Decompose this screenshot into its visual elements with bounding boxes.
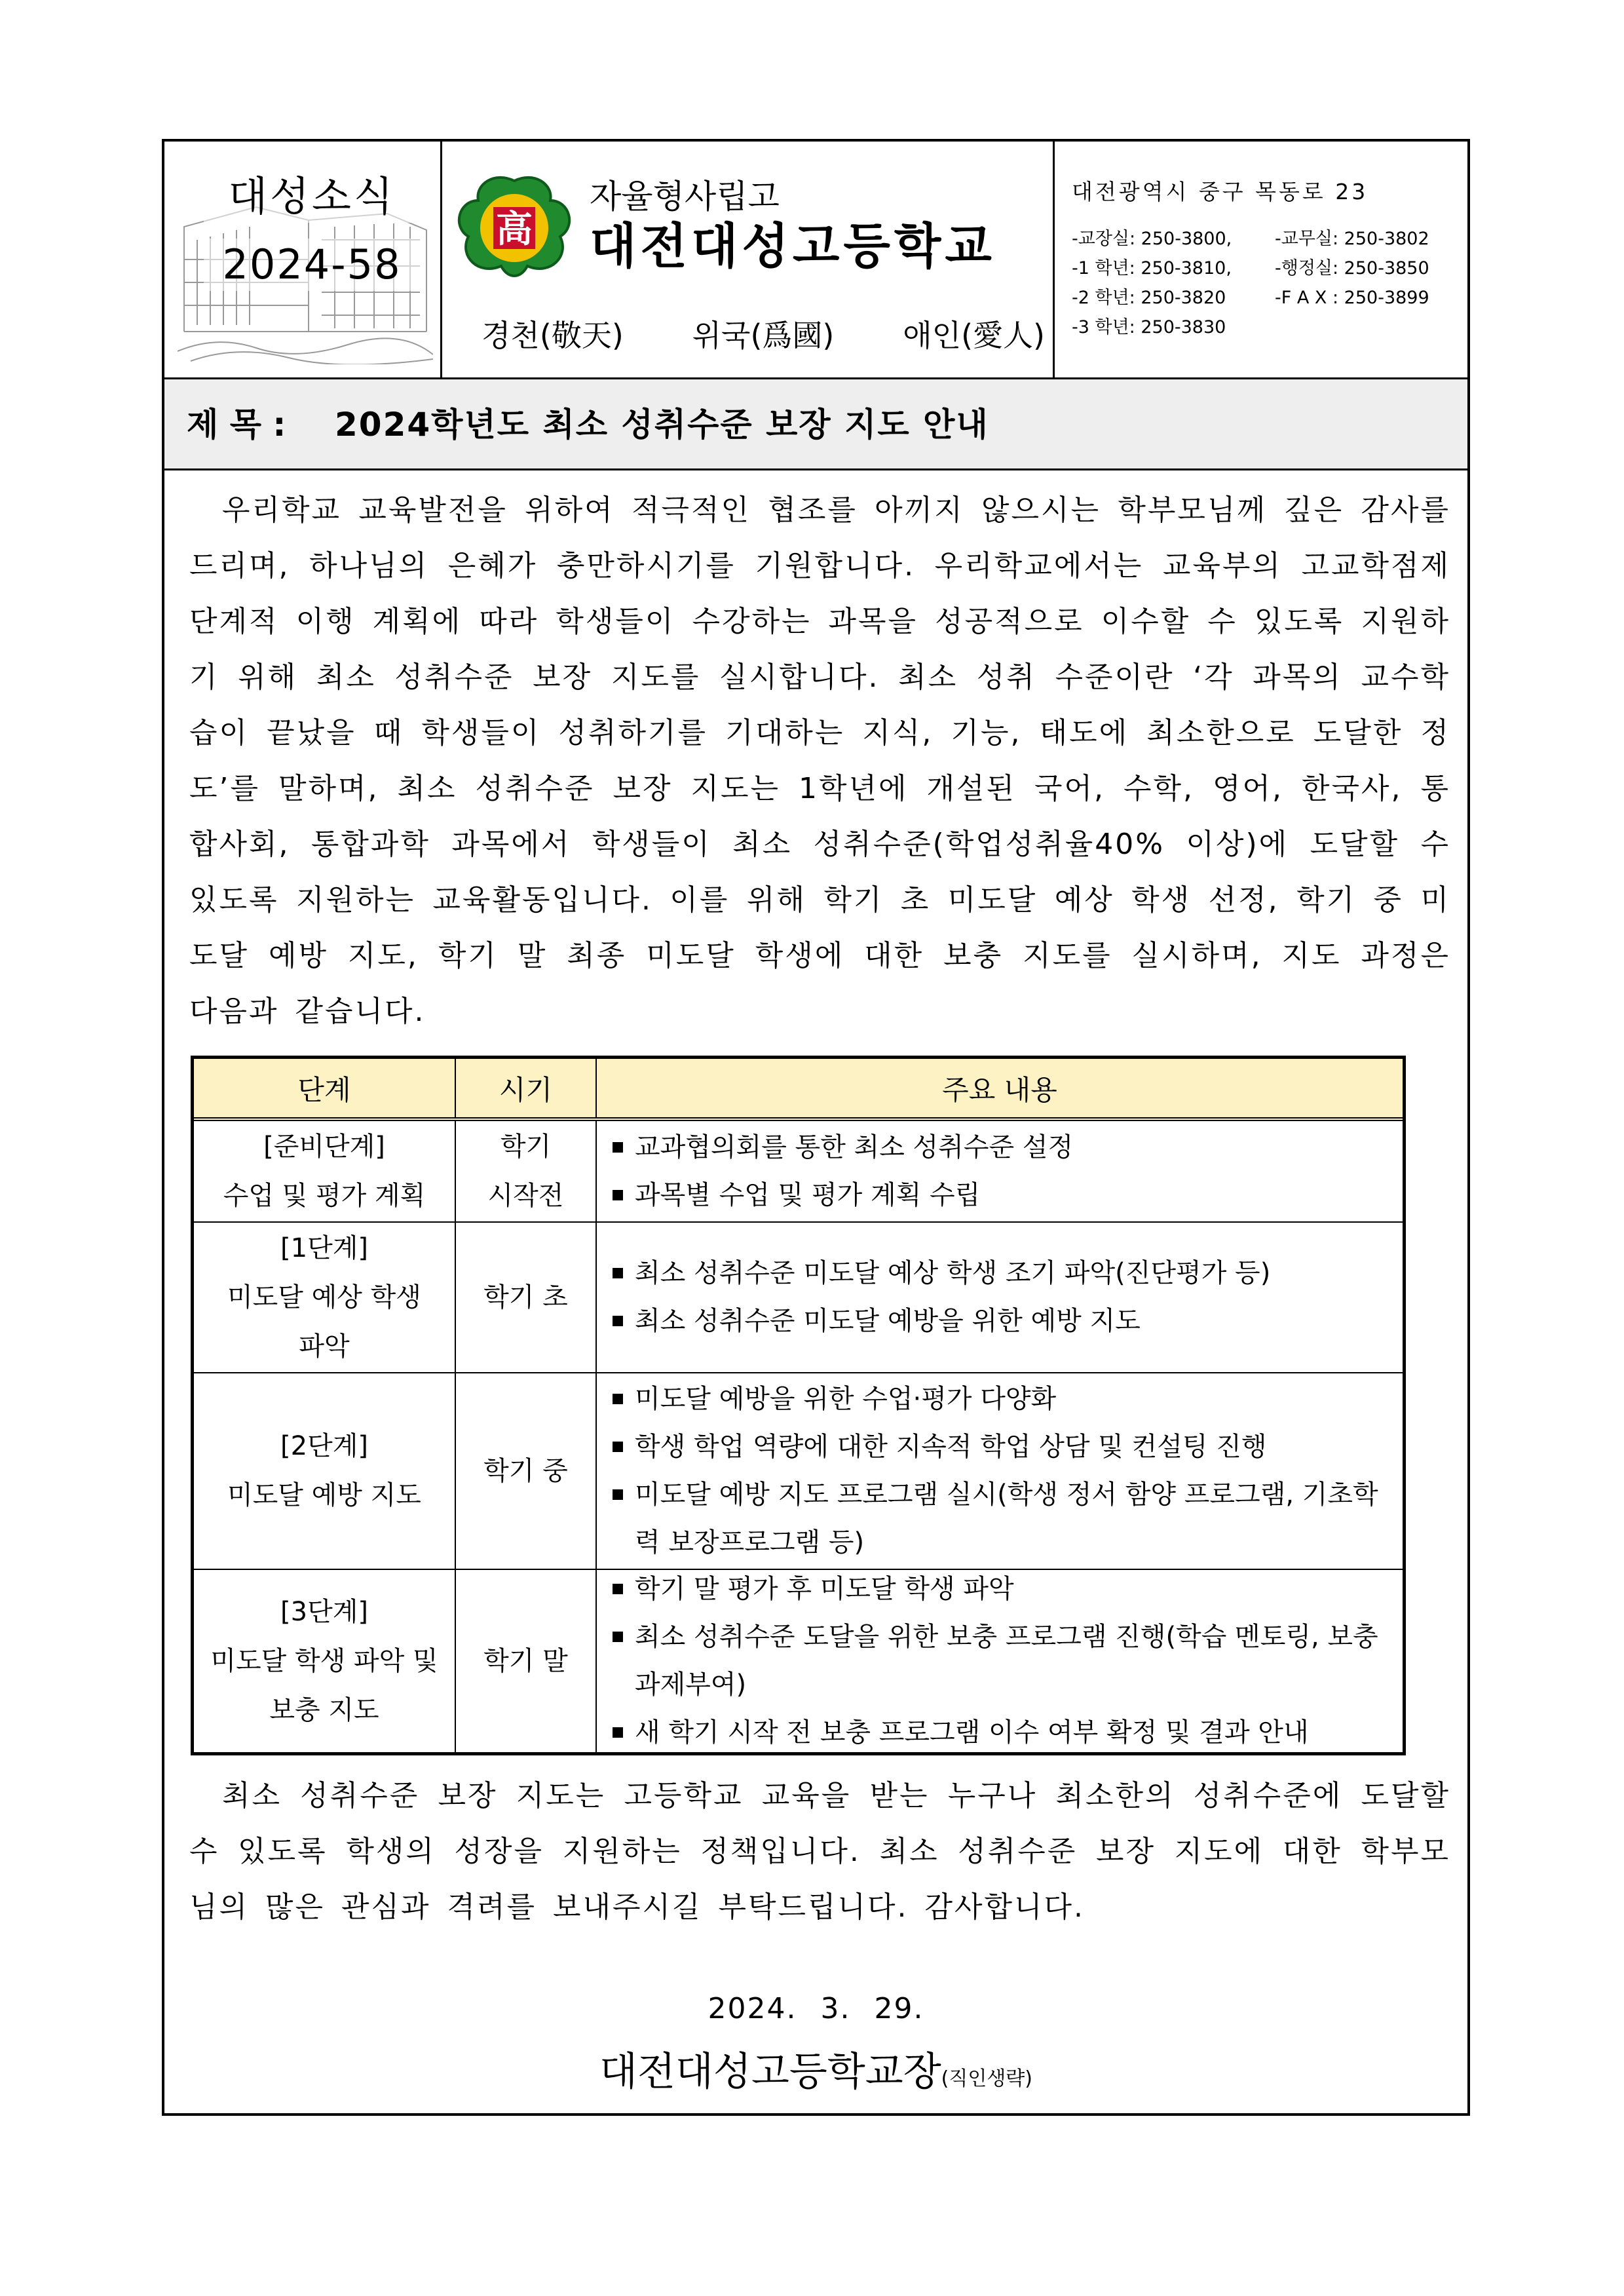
- motto: 경천(敬天): [482, 318, 624, 353]
- document-frame: [162, 139, 1470, 2116]
- phone-row: [1072, 283, 1465, 313]
- school-identity: [442, 142, 1055, 377]
- stage-line: [2단계]: [280, 1431, 368, 1461]
- principal-signature: [164, 2046, 1467, 2105]
- phone-entry: -2 학년: 250-3820: [1072, 288, 1226, 308]
- stage-line: [1단계]: [280, 1233, 368, 1263]
- stage-line: [3단계]: [280, 1596, 368, 1627]
- closing-paragraph: 최소 성취수준 보장 지도는 고등학교 교육을 받는 누구나 최소한의 성취수준에 도달할 수 있도록 학생의 성장을 지원하는 정책입니다. 최소 성취수준 보장 지도에 대한 학부모님의 많은 관심과 격려를 보내주시길 부탁드립니다. 감사합니다.: [189, 1779, 1450, 1924]
- content-item: 새 학기 시작 전 보충 프로그램 이수 여부 확정 및 결과 안내: [610, 1709, 1389, 1757]
- motto: 애인(愛人): [903, 318, 1045, 353]
- table-row: [194, 1223, 1403, 1373]
- period-line: 학기 말: [483, 1645, 568, 1676]
- school-name: 대전대성고등학교: [590, 218, 996, 275]
- stage-cell: [194, 1121, 456, 1221]
- table-header: [194, 1059, 1403, 1121]
- table-row: [194, 1121, 1403, 1223]
- principal-title: 대전대성고등학교장: [599, 2049, 941, 2095]
- period-line: 학기 중: [483, 1455, 568, 1486]
- content-cell: [597, 1570, 1403, 1752]
- phone-entry: -교무실: 250-3802: [1275, 229, 1429, 249]
- content-cell: [597, 1373, 1403, 1569]
- content-item: 학생 학업 역량에 대한 지속적 학업 상담 및 컨설팅 진행: [610, 1423, 1389, 1471]
- table-row: [194, 1373, 1403, 1570]
- phone-entry: -교장실: 250-3800,: [1072, 229, 1232, 249]
- phone-entry: -행정실: 250-3850: [1275, 258, 1429, 278]
- newsletter-number: 2024-58: [204, 239, 420, 291]
- stage-line: 수업 및 평가 계획: [223, 1180, 426, 1211]
- period-cell: [456, 1223, 597, 1372]
- stage-cell: [194, 1373, 456, 1569]
- content-item: 미도달 예방을 위한 수업·평가 다양화: [610, 1375, 1389, 1423]
- period-line: 시작전: [487, 1180, 564, 1211]
- table-row: [194, 1570, 1403, 1752]
- stage-line: 미도달 예상 학생: [227, 1282, 421, 1312]
- header-stage: 단계: [194, 1059, 456, 1117]
- school-address: 대전광역시 중구 목동로 23: [1072, 179, 1369, 204]
- period-cell: [456, 1121, 597, 1221]
- content-item: 학기 말 평가 후 미도달 학생 파악: [610, 1565, 1389, 1613]
- seal-note: (직인생략): [941, 2067, 1032, 2090]
- intro-paragraph: 우리학교 교육발전을 위하여 적극적인 협조를 아끼지 않으시는 학부모님께 깊은 감사를 드리며, 하나님의 은혜가 충만하시기를 기원합니다. 우리학교에서는 교육부의 고교학점제 단계적 이행 계획에 따라 학생들이 수강하는 과목을 성공적으로 이수할 수 있도록 지원하기 위해 최소 성취수준 보장 지도를 실시합니다. 최소 성취 수준이란 ‘각 과목의 교수학습이 끝났을 때 학생들이 성취하기를 기대하는 지식, 기능, 태도에 최소한으로 도달한 정도’를 말하며, 최소 성취수준 보장 지도는 1학년에 개설된 국어, 수학, 영어, 한국사, 통합사회, 통합과학 과목에서 학생들이 최소 성취수준(학업성취율40% 이상)에 도달할 수 있도록 지원하는 교육활동입니다. 이를 위해 학기 초 미도달 예상 학생 선정, 학기 중 미도달 예방 지도, 학기 말 최종 미도달 학생에 대한 보충 지도를 실시하며, 지도 과정은 다음과 같습니다.: [189, 493, 1450, 1028]
- header-period: 시기: [456, 1059, 597, 1117]
- phone-entry: -1 학년: 250-3810,: [1072, 258, 1232, 278]
- header-content: 주요 내용: [942, 1073, 1057, 1106]
- period-cell: [456, 1373, 597, 1569]
- content-cell: [597, 1121, 1403, 1221]
- period-cell: [456, 1570, 597, 1752]
- content-cell: [597, 1223, 1403, 1372]
- subject-bar: [164, 377, 1467, 470]
- content-item: 교과협의회를 통한 최소 성취수준 설정: [610, 1124, 1073, 1172]
- content-item: 최소 성취수준 도달을 위한 보충 프로그램 진행(학습 멘토링, 보충 과제부여): [610, 1613, 1389, 1709]
- stage-line: 미도달 예방 지도: [227, 1480, 421, 1510]
- newsletter-badge: [164, 142, 442, 377]
- motto: 위국(爲國): [692, 318, 835, 353]
- content-item: 미도달 예방 지도 프로그램 실시(학생 정서 함양 프로그램, 기초학력 보장프로그램 등): [610, 1471, 1389, 1567]
- stage-line: 보충 지도: [269, 1694, 379, 1725]
- school-mottos: [482, 316, 1045, 355]
- school-type: 자율형사립고: [590, 178, 780, 216]
- guidance-table: [191, 1056, 1406, 1755]
- issue-date: 2024. 3. 29.: [708, 1992, 924, 2025]
- school-emblem-icon: [449, 168, 580, 286]
- subject-title: 2024학년도 최소 성취수준 보장 지도 안내: [335, 406, 989, 444]
- phone-row: [1072, 224, 1465, 254]
- stage-line: 파악: [299, 1331, 350, 1362]
- phone-row: [1072, 313, 1465, 342]
- stage-line: 미도달 학생 파악 및: [210, 1645, 438, 1676]
- phone-entry: -F A X : 250-3899: [1275, 288, 1429, 308]
- period-line: 학기 초: [483, 1282, 568, 1312]
- period-line: 학기: [500, 1131, 552, 1162]
- emblem-glyph: 高: [496, 208, 533, 251]
- letterhead: [164, 142, 1467, 377]
- stage-cell: [194, 1223, 456, 1372]
- content-item: 과목별 수업 및 평가 계획 수립: [610, 1172, 1073, 1219]
- newsletter-title: 대성소식: [204, 170, 420, 223]
- phone-row: [1072, 254, 1465, 283]
- phone-directory: [1072, 224, 1465, 342]
- stage-cell: [194, 1570, 456, 1752]
- contact-info: [1055, 142, 1467, 377]
- content-item: 최소 성취수준 미도달 예상 학생 조기 파악(진단평가 등): [610, 1250, 1270, 1297]
- phone-entry: -3 학년: 250-3830: [1072, 317, 1226, 337]
- subject-label: 제 목 :: [187, 406, 286, 444]
- stage-line: [준비단계]: [263, 1131, 385, 1162]
- content-item: 최소 성취수준 미도달 예방을 위한 예방 지도: [610, 1297, 1270, 1345]
